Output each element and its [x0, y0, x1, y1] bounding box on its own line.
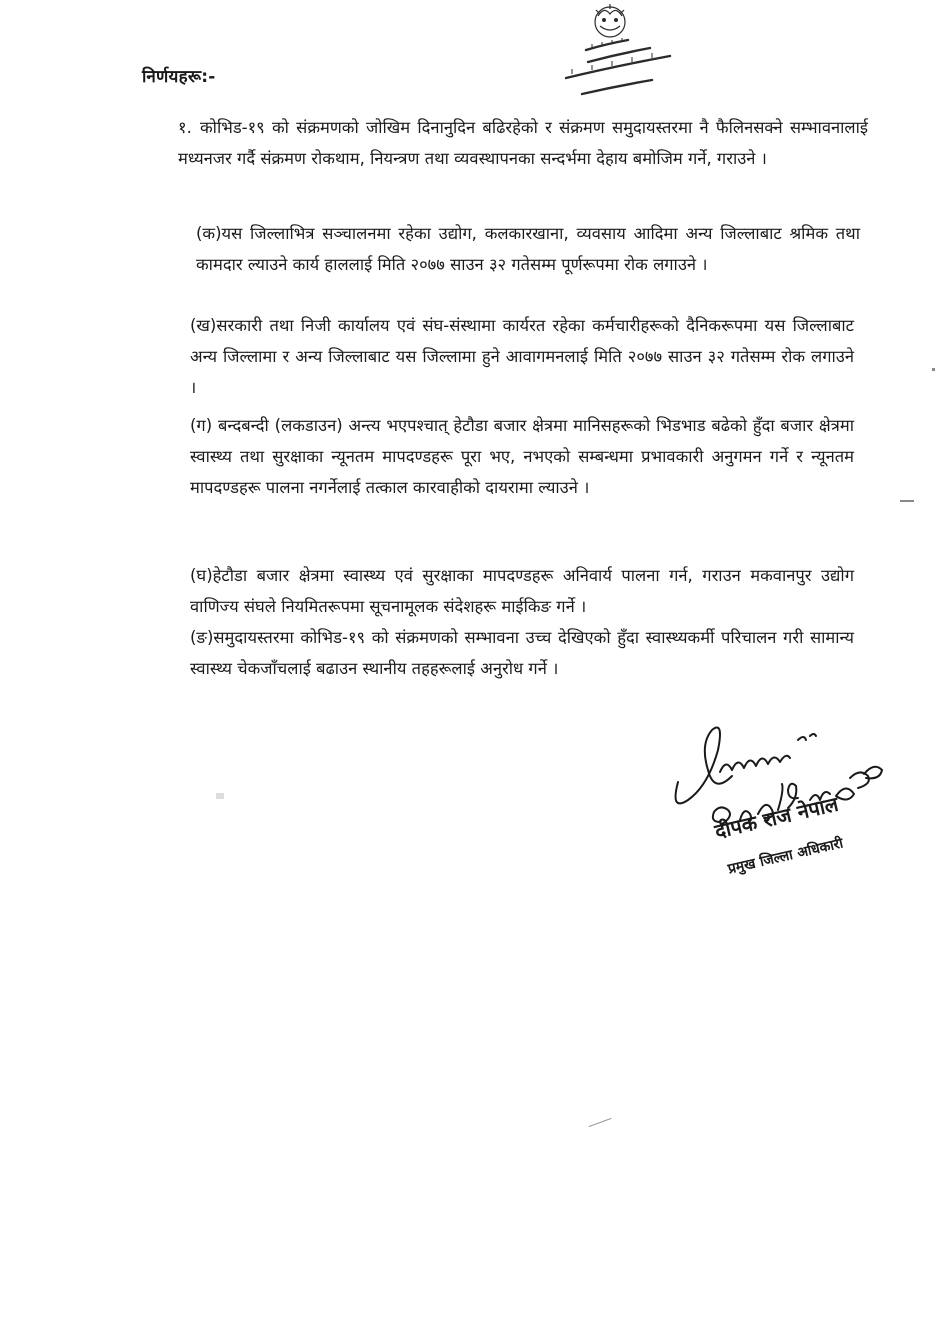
subitem-marker: (घ): [190, 566, 213, 585]
scan-speck: [900, 500, 914, 502]
subitem-text: [190, 622, 854, 684]
subitem-marker: (ग): [190, 416, 213, 435]
item-number: १.: [178, 118, 192, 137]
subitem-text: [190, 410, 854, 503]
subitem-body: बन्दबन्दी (लकडाउन) अन्त्य भएपश्चात् हेटौडा बजार क्षेत्रमा मानिसहरूको भिडभाड बढेको हुँदा बजार क्षेत्रमा स्वास्थ्य तथा सुरक्षाका न्यूनतम मापदण्डहरू पूरा भए, नभएको सम्बन्धमा प्रभावकारी अनुगमन गर्ने र न्यूनतम मापदण्डहरू पालना नगर्नेलाई तत्काल कारवाहीको दायरामा ल्याउने ।: [190, 416, 854, 497]
subitem-marker: (क): [196, 224, 222, 243]
subitem-body: हेटौडा बजार क्षेत्रमा स्वास्थ्य एवं सुरक्षाका मापदण्डहरू अनिवार्य पालना गर्न, गराउन मकवानपुर उद्योग वाणिज्य संघले नियमितरूपमा सूचनामूलक संदेशहरू माईकिङ गर्ने ।: [190, 566, 854, 616]
scan-speck: [589, 1118, 612, 1127]
subitem-marker: (ङ): [190, 628, 214, 647]
subitem-text: [190, 560, 854, 622]
subitem-text: [196, 218, 860, 280]
subitem-marker: (ख): [190, 316, 217, 335]
scan-speck: [216, 793, 224, 799]
subitem-text: [190, 310, 854, 403]
subitem-body: यस जिल्लाभित्र सञ्चालनमा रहेका उद्योग, कलकारखाना, व्यवसाय आदिमा अन्य जिल्लाबाट श्रमिक तथा कामदार ल्याउने कार्य हाललाई मिति २०७७ साउन ३२ गतेसम्म पूर्णरूपमा रोक लगाउने ।: [196, 224, 860, 274]
subitem-nga: [190, 622, 854, 684]
official-name-stamp: दीपक राज नेपाल: [712, 791, 841, 844]
item-text: कोभिड-१९ को संक्रमणको जोखिम दिनानुदिन बढिरहेको र संक्रमण समुदायस्तरमा नै फैलिनसक्ने सम्भावनालाई मध्यनजर गर्दै संक्रमण रोकथाम, नियन्त्रण तथा व्यवस्थापनका सन्दर्भमा देहाय बमोजिम गर्ने, गराउने ।: [178, 118, 868, 168]
subitem-ka: [196, 218, 860, 280]
government-emblem-stamp: [552, 0, 684, 100]
subitem-body: सरकारी तथा निजी कार्यालय एवं संघ-संस्थामा कार्यरत रहेका कर्मचारीहरूको दैनिकरूपमा यस जिल्लाबाट अन्य जिल्लामा र अन्य जिल्लाबाट यस जिल्लामा हुने आवागमनलाई मिति २०७७ साउन ३२ गतेसम्म रोक लगाउने ।: [190, 316, 854, 397]
subitem-gha: [190, 560, 854, 622]
decision-item-1: [178, 112, 868, 174]
subitem-ga: [190, 410, 854, 503]
subitem-kha: [190, 310, 854, 403]
scan-speck: [932, 368, 935, 371]
decisions-heading: निर्णयहरू:-: [142, 67, 216, 87]
subitem-body: समुदायस्तरमा कोभिड-१९ को संक्रमणको सम्भावना उच्च देखिएको हुँदा स्वास्थ्यकर्मी परिचालन गरी सामान्य स्वास्थ्य चेकजाँचलाई बढाउन स्थानीय तहहरूलाई अनुरोध गर्ने ।: [190, 628, 854, 678]
official-title-stamp: प्रमुख जिल्ला अधिकारी: [726, 835, 845, 878]
